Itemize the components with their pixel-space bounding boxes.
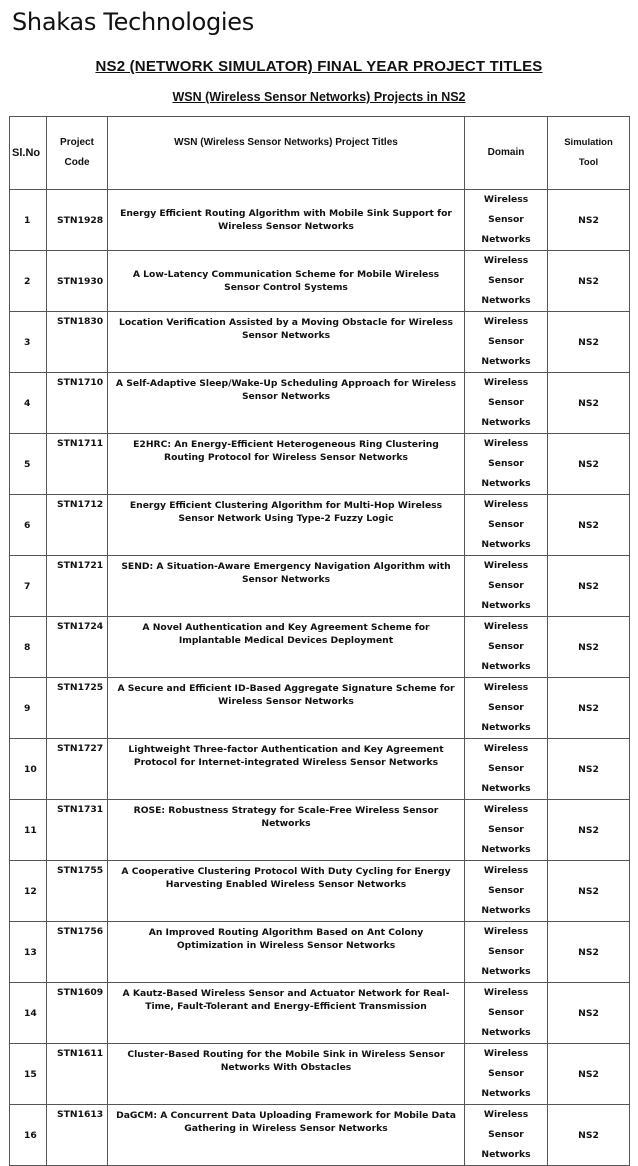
cell-project-title: A Secure and Efficient ID-Based Aggregate Signature Scheme for Wireless Sensor Networks (108, 678, 465, 739)
cell-simulation-tool: NS2 (548, 373, 630, 434)
cell-domain (465, 312, 548, 373)
header-slno: Sl.No (10, 117, 47, 190)
header-code-line1: Project (60, 137, 94, 148)
table-row (10, 373, 630, 434)
cell-slno: 12 (10, 861, 47, 922)
cell-simulation-tool: NS2 (548, 312, 630, 373)
cell-simulation-tool: NS2 (548, 739, 630, 800)
domain-line2: Networks (481, 539, 531, 550)
domain-line2: Networks (481, 356, 531, 367)
cell-slno: 10 (10, 739, 47, 800)
cell-domain (465, 373, 548, 434)
cell-domain (465, 495, 548, 556)
project-titles-table (9, 116, 630, 1166)
cell-simulation-tool: NS2 (548, 678, 630, 739)
cell-project-title: Cluster-Based Routing for the Mobile Sink in Wireless Sensor Networks With Obstacles (108, 1044, 465, 1105)
domain-line2: Networks (481, 478, 531, 489)
cell-slno: 15 (10, 1044, 47, 1105)
table-row (10, 800, 630, 861)
cell-domain (465, 190, 548, 251)
domain-line1: Wireless Sensor (483, 1109, 529, 1140)
domain-line1: Wireless Sensor (483, 987, 529, 1018)
table-row (10, 1105, 630, 1166)
cell-domain (465, 861, 548, 922)
cell-simulation-tool: NS2 (548, 617, 630, 678)
table-row (10, 861, 630, 922)
cell-project-title: An Improved Routing Algorithm Based on Ant Colony Optimization in Wireless Sensor Networks (108, 922, 465, 983)
cell-slno: 13 (10, 922, 47, 983)
table-row (10, 983, 630, 1044)
cell-project-title: DaGCM: A Concurrent Data Uploading Framework for Mobile Data Gathering in Wireless Sensor Networks (108, 1105, 465, 1166)
cell-project-code: STN1725 (47, 678, 108, 739)
cell-domain (465, 739, 548, 800)
table-row (10, 678, 630, 739)
cell-domain (465, 617, 548, 678)
domain-line1: Wireless Sensor (483, 377, 529, 408)
cell-simulation-tool: NS2 (548, 861, 630, 922)
cell-project-title: Energy Efficient Clustering Algorithm for Multi-Hop Wireless Sensor Network Using Type-2 Fuzzy Logic (108, 495, 465, 556)
table-row (10, 922, 630, 983)
cell-project-code: STN1928 (47, 190, 108, 251)
header-domain: Domain (465, 117, 548, 190)
cell-project-code: STN1724 (47, 617, 108, 678)
cell-domain (465, 251, 548, 312)
cell-project-code: STN1755 (47, 861, 108, 922)
domain-line2: Networks (481, 295, 531, 306)
cell-domain (465, 1044, 548, 1105)
table-row (10, 190, 630, 251)
header-code-line2: Code (64, 157, 90, 168)
cell-project-title: ROSE: Robustness Strategy for Scale-Free Wireless Sensor Networks (108, 800, 465, 861)
cell-slno: 16 (10, 1105, 47, 1166)
domain-line1: Wireless Sensor (483, 743, 529, 774)
cell-project-code: STN1711 (47, 434, 108, 495)
domain-line2: Networks (481, 844, 531, 855)
table-row (10, 739, 630, 800)
domain-line2: Networks (481, 1027, 531, 1038)
table-header-row (10, 117, 630, 190)
domain-line2: Networks (481, 417, 531, 428)
domain-line2: Networks (481, 1088, 531, 1099)
cell-domain (465, 678, 548, 739)
cell-project-title: A Kautz-Based Wireless Sensor and Actuator Network for Real-Time, Fault-Tolerant and Energy-Efficient Transmission (108, 983, 465, 1044)
domain-line1: Wireless Sensor (483, 560, 529, 591)
header-tool-line2: Tool (578, 157, 599, 168)
table-row (10, 251, 630, 312)
cell-project-title: Lightweight Three-factor Authentication and Key Agreement Protocol for Internet-integrated Wireless Sensor Networks (108, 739, 465, 800)
domain-line2: Networks (481, 966, 531, 977)
page-subtitle: WSN (Wireless Sensor Networks) Projects in NS2 (172, 90, 466, 104)
cell-simulation-tool: NS2 (548, 434, 630, 495)
header-simulation-tool (548, 117, 630, 190)
domain-line2: Networks (481, 1149, 531, 1160)
domain-line2: Networks (481, 783, 531, 794)
cell-slno: 2 (10, 251, 47, 312)
cell-project-code: STN1731 (47, 800, 108, 861)
cell-simulation-tool: NS2 (548, 495, 630, 556)
cell-project-title: E2HRC: An Energy-Efficient Heterogeneous Ring Clustering Routing Protocol for Wireless Sensor Networks (108, 434, 465, 495)
cell-slno: 7 (10, 556, 47, 617)
cell-project-title: A Novel Authentication and Key Agreement Scheme for Implantable Medical Devices Deployment (108, 617, 465, 678)
cell-project-title: A Self-Adaptive Sleep/Wake-Up Scheduling Approach for Wireless Sensor Networks (108, 373, 465, 434)
domain-line2: Networks (481, 661, 531, 672)
domain-line2: Networks (481, 722, 531, 733)
cell-project-code: STN1710 (47, 373, 108, 434)
domain-line1: Wireless Sensor (483, 682, 529, 713)
cell-project-code: STN1721 (47, 556, 108, 617)
cell-project-title: A Cooperative Clustering Protocol With Duty Cycling for Energy Harvesting Enabled Wireless Sensor Networks (108, 861, 465, 922)
cell-project-title: Location Verification Assisted by a Moving Obstacle for Wireless Sensor Networks (108, 312, 465, 373)
cell-project-code: STN1712 (47, 495, 108, 556)
page-title: NS2 (NETWORK SIMULATOR) FINAL YEAR PROJECT TITLES (95, 58, 543, 75)
header-project-code (47, 117, 108, 190)
cell-simulation-tool: NS2 (548, 800, 630, 861)
domain-line1: Wireless Sensor (483, 438, 529, 469)
header-project-titles: WSN (Wireless Sensor Networks) Project Titles (108, 117, 465, 190)
cell-project-code: STN1613 (47, 1105, 108, 1166)
header-tool-line1: Simulation (564, 137, 613, 148)
company-name: Shakas Technologies (12, 8, 254, 36)
cell-project-title: SEND: A Situation-Aware Emergency Navigation Algorithm with Sensor Networks (108, 556, 465, 617)
domain-line1: Wireless Sensor (483, 926, 529, 957)
cell-domain (465, 1105, 548, 1166)
table-row (10, 434, 630, 495)
cell-slno: 11 (10, 800, 47, 861)
cell-simulation-tool: NS2 (548, 1044, 630, 1105)
domain-line1: Wireless Sensor (483, 499, 529, 530)
table-row (10, 495, 630, 556)
cell-slno: 6 (10, 495, 47, 556)
cell-slno: 9 (10, 678, 47, 739)
cell-slno: 3 (10, 312, 47, 373)
cell-domain (465, 434, 548, 495)
cell-domain (465, 983, 548, 1044)
cell-domain (465, 556, 548, 617)
cell-project-title: Energy Efficient Routing Algorithm with Mobile Sink Support for Wireless Sensor Networks (108, 190, 465, 251)
cell-project-code: STN1756 (47, 922, 108, 983)
cell-domain (465, 922, 548, 983)
cell-slno: 8 (10, 617, 47, 678)
cell-simulation-tool: NS2 (548, 1105, 630, 1166)
cell-project-code: STN1930 (47, 251, 108, 312)
domain-line2: Networks (481, 234, 531, 245)
cell-simulation-tool: NS2 (548, 922, 630, 983)
cell-project-code: STN1830 (47, 312, 108, 373)
cell-slno: 14 (10, 983, 47, 1044)
cell-slno: 1 (10, 190, 47, 251)
domain-line1: Wireless Sensor (483, 621, 529, 652)
domain-line1: Wireless Sensor (483, 255, 529, 286)
cell-slno: 4 (10, 373, 47, 434)
domain-line1: Wireless Sensor (483, 1048, 529, 1079)
cell-slno: 5 (10, 434, 47, 495)
cell-project-code: STN1609 (47, 983, 108, 1044)
cell-project-code: STN1727 (47, 739, 108, 800)
cell-simulation-tool: NS2 (548, 251, 630, 312)
table-body (10, 190, 630, 1166)
domain-line2: Networks (481, 600, 531, 611)
cell-project-title: A Low-Latency Communication Scheme for Mobile Wireless Sensor Control Systems (108, 251, 465, 312)
table-row (10, 556, 630, 617)
table-row (10, 312, 630, 373)
table-row (10, 617, 630, 678)
cell-simulation-tool: NS2 (548, 983, 630, 1044)
table-row (10, 1044, 630, 1105)
cell-project-code: STN1611 (47, 1044, 108, 1105)
cell-simulation-tool: NS2 (548, 556, 630, 617)
domain-line1: Wireless Sensor (483, 194, 529, 225)
domain-line1: Wireless Sensor (483, 804, 529, 835)
cell-domain (465, 800, 548, 861)
domain-line1: Wireless Sensor (483, 865, 529, 896)
domain-line2: Networks (481, 905, 531, 916)
cell-simulation-tool: NS2 (548, 190, 630, 251)
domain-line1: Wireless Sensor (483, 316, 529, 347)
